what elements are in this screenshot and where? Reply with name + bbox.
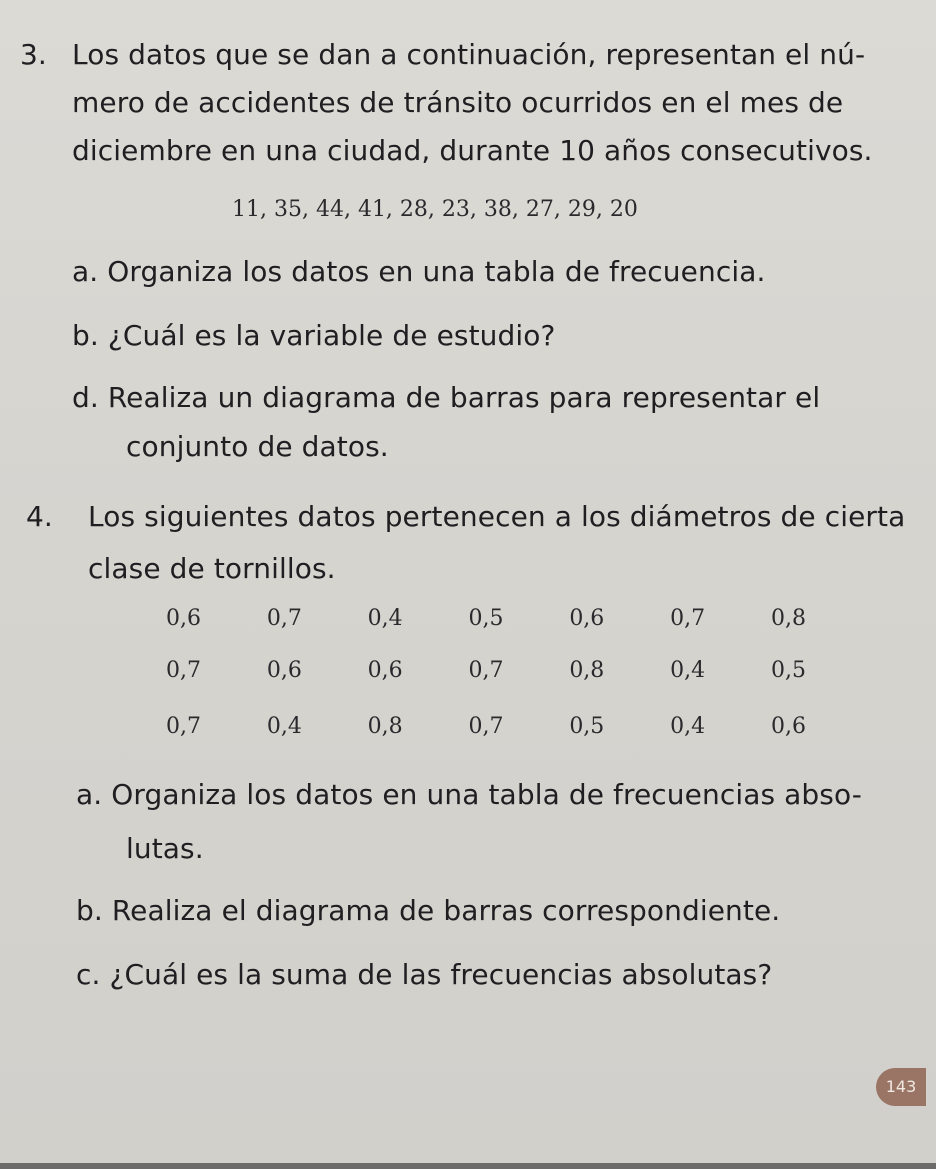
page-bottom-edge [0,1163,936,1169]
diameter-value: 0,6 [569,606,605,631]
page-number-badge: 143 [876,1068,926,1106]
problem-3-question-b: b. ¿Cuál es la variable de estudio? [72,319,556,352]
diameter-row-1 [166,606,806,631]
problem-4-question-c: c. ¿Cuál es la suma de las frecuencias absolutas? [76,958,773,991]
diameter-value: 0,4 [367,606,403,631]
diameter-value: 0,5 [770,658,806,683]
diameter-value: 0,7 [468,658,504,683]
problem-4-number: 4. [26,500,53,533]
problem-4-question-a-line-1: a. Organiza los datos en una tabla de frecuencias abso- [76,778,862,811]
diameter-value: 0,6 [166,606,201,631]
problem-3-question-d-line-1: d. Realiza un diagrama de barras para representar el [72,381,821,414]
diameter-value: 0,4 [670,714,706,739]
diameter-value: 0,7 [266,606,302,631]
diameter-value: 0,7 [166,714,201,739]
diameter-value: 0,7 [468,714,504,739]
diameter-value: 0,6 [367,658,403,683]
diameter-value: 0,6 [770,714,806,739]
problem-4-question-a-line-2: lutas. [126,832,204,865]
problem-3-line-1 [72,38,880,71]
diameter-value: 0,7 [166,658,201,683]
diameter-value: 0,8 [770,606,806,631]
diameter-value: 0,6 [266,658,302,683]
diameter-value: 0,7 [670,606,706,631]
diameter-row-3 [166,714,806,739]
diameter-value: 0,8 [367,714,403,739]
diameter-row-2 [166,658,806,683]
problem-3-line-1-text: Los datos que se dan a continuación, representan el nú- [72,38,866,71]
diameter-value: 0,4 [266,714,302,739]
problem-3-question-a: a. Organiza los datos en una tabla de frecuencia. [72,255,766,288]
problem-4-line-1: Los siguientes datos pertenecen a los diámetros de cierta [88,500,906,533]
problem-3-number: 3. [20,38,47,71]
problem-3-data: 11, 35, 44, 41, 28, 23, 38, 27, 29, 20 [232,197,638,222]
problem-3-question-d-line-2: conjunto de datos. [126,430,389,463]
problem-4-line-2: clase de tornillos. [88,552,336,585]
diameter-value: 0,8 [569,658,605,683]
problem-3-line-3: diciembre en una ciudad, durante 10 años consecutivos. [72,134,873,167]
diameter-value: 0,5 [569,714,605,739]
problem-3-line-2: mero de accidentes de tránsito ocurridos en el mes de [72,86,844,119]
diameter-value: 0,5 [468,606,504,631]
diameter-value: 0,4 [670,658,706,683]
problem-4-question-b: b. Realiza el diagrama de barras correspondiente. [76,894,781,927]
